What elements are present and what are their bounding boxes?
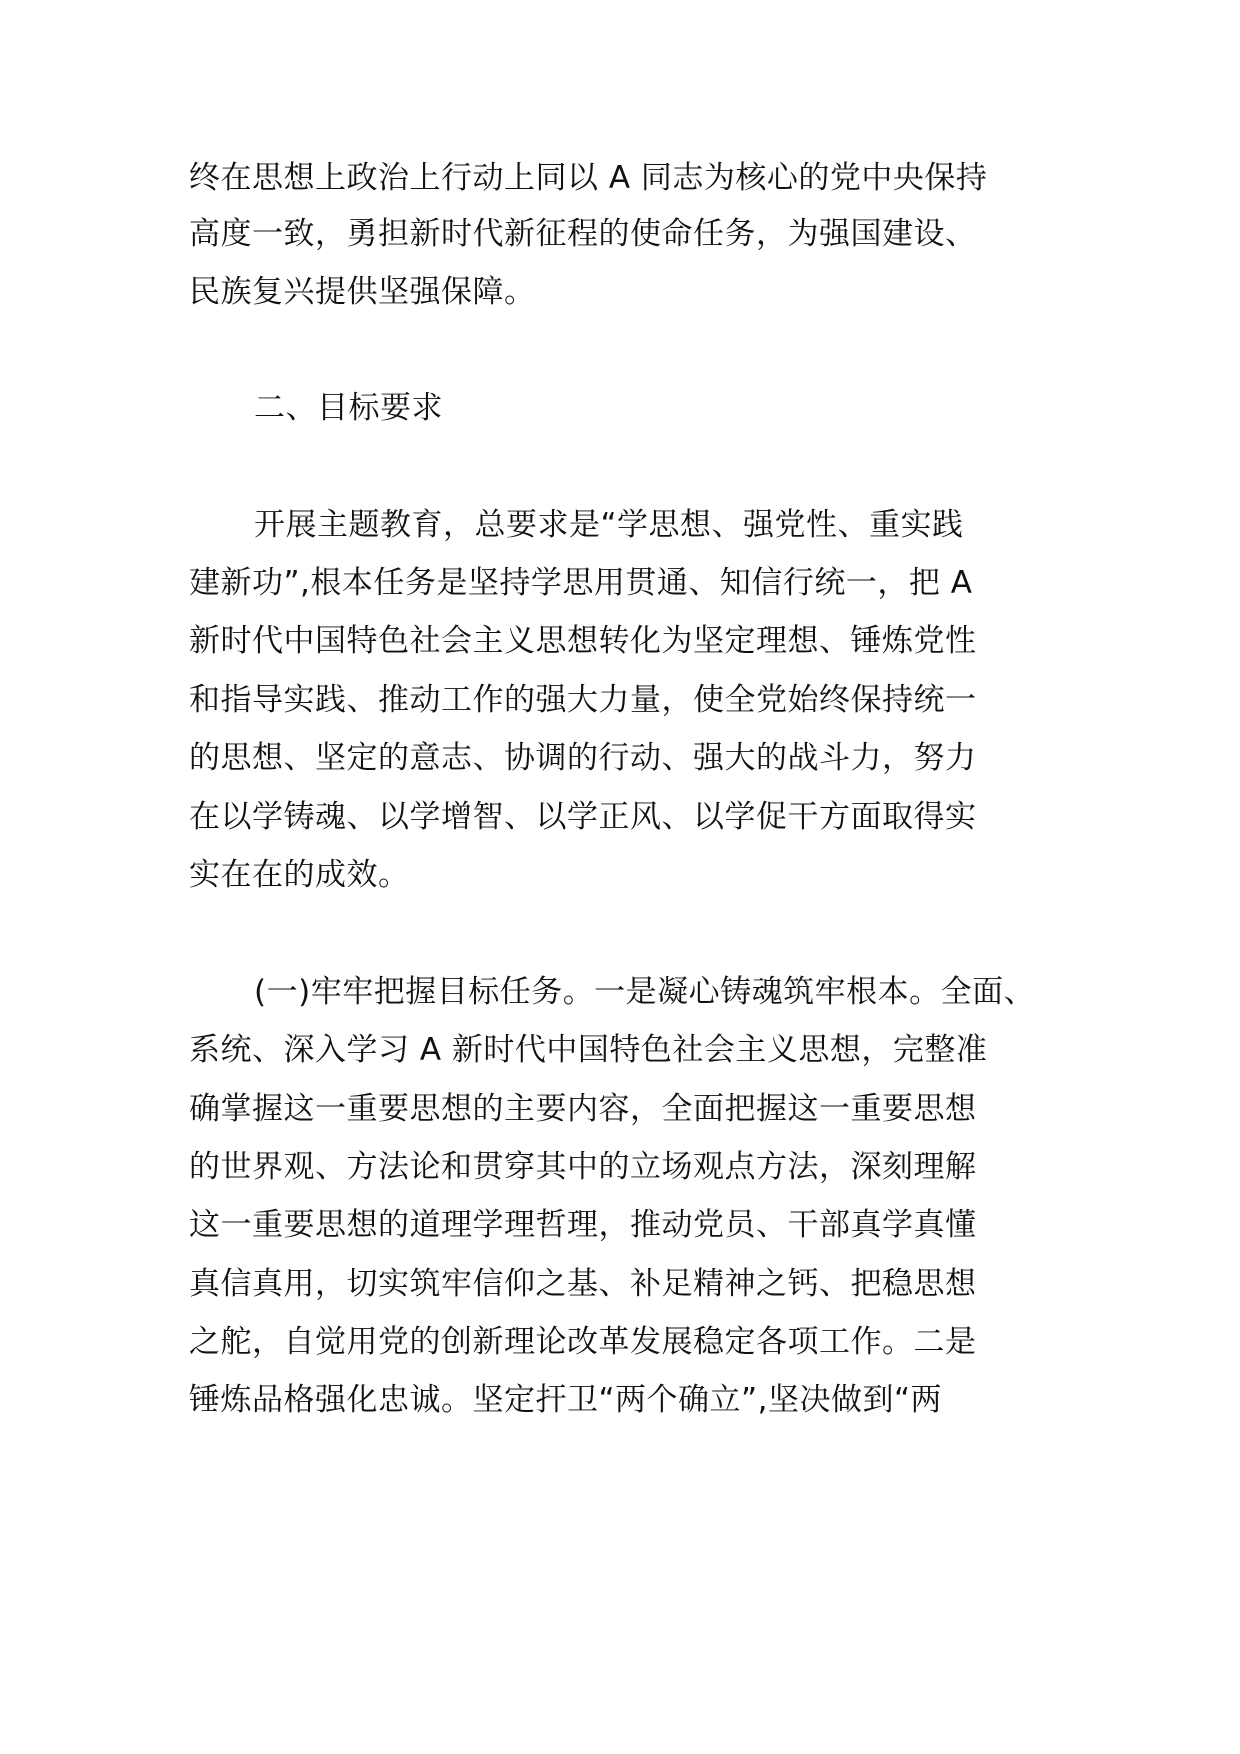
heading-text: 二、目标要求: [254, 390, 443, 426]
text-line: 在以学铸魂、以学增智、以学正风、以学促干方面取得实: [189, 799, 977, 835]
text-line: 系统、深入学习 A 新时代中国特色社会主义思想，完整准: [189, 1032, 988, 1068]
text-line: 这一重要思想的道理学理哲理，推动党员、干部真学真懂: [189, 1207, 977, 1243]
text-line: 开展主题教育，总要求是“学思想、强党性、重实践: [254, 507, 964, 543]
text-line: 的世界观、方法论和贯穿其中的立场观点方法，深刻理解: [189, 1149, 977, 1185]
text-line: (一)牢牢把握目标任务。一是凝心铸魂筑牢根本。全面、: [254, 974, 1036, 1010]
text-line: 新时代中国特色社会主义思想转化为坚定理想、锤炼党性: [189, 623, 977, 659]
text-line: 和指导实践、推动工作的强大力量，使全党始终保持统一: [189, 682, 977, 718]
text-line: 实在在的成效。: [189, 857, 410, 893]
text-line: 之舵，自觉用党的创新理论改革发展稳定各项工作。二是: [189, 1324, 977, 1360]
text-line: 确掌握这一重要思想的主要内容，全面把握这一重要思想: [189, 1091, 977, 1127]
text-line: 高度一致，勇担新时代新征程的使命任务，为强国建设、: [189, 216, 977, 252]
text-line: 真信真用，切实筑牢信仰之基、补足精神之钙、把稳思想: [189, 1266, 977, 1302]
text-line: 锤炼品格强化忠诚。坚定扞卫“两个确立”,坚决做到“两: [189, 1382, 943, 1418]
text-line: 建新功”,根本任务是坚持学思用贯通、知信行统一，把 A: [189, 565, 973, 601]
text-line: 民族复兴提供坚强保障。: [189, 274, 536, 310]
text-line: 终在思想上政治上行动上同以 A 同志为核心的党中央保持: [189, 160, 988, 196]
text-line: 的思想、坚定的意志、协调的行动、强大的战斗力，努力: [189, 740, 977, 776]
